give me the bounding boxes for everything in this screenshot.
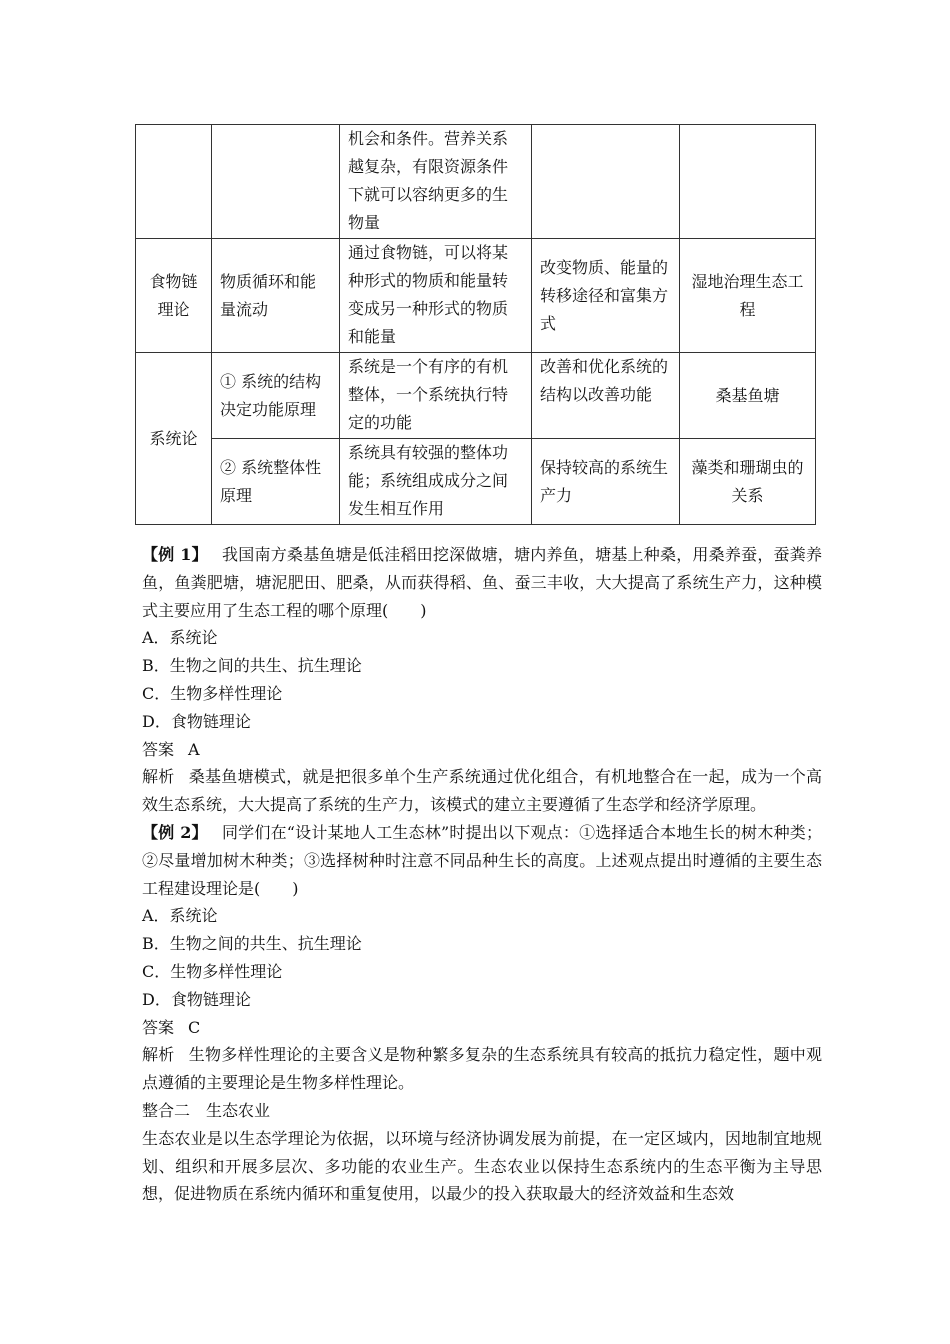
body-text bbox=[142, 541, 822, 1208]
table-cell-effect: 改善和优化系统的结构以改善功能 bbox=[532, 353, 680, 439]
answer-label: 答案 bbox=[142, 1017, 175, 1037]
ecology-engineering-table bbox=[135, 124, 816, 525]
section-heading: 整合二 生态农业 bbox=[142, 1100, 271, 1120]
example-2-question-text: 同学们在“设计某地人工生态林”时提出以下观点：①选择适合本地生长的树木种类；②尽量增加树木种类；③选择树种时注意不同品种生长的高度。上述观点提出时遵循的主要生态工程建设理论是( ) bbox=[142, 822, 822, 898]
option-a: A．系统论 bbox=[142, 906, 218, 926]
table-cell-meaning: 系统是一个有序的有机整体，一个系统执行特定的功能 bbox=[340, 353, 532, 439]
example-2-tag: 【例 2】 bbox=[142, 822, 208, 842]
table-cell-example bbox=[680, 125, 816, 239]
table-cell-meaning: 系统具有较强的整体功能；系统组成成分之间发生相互作用 bbox=[340, 439, 532, 525]
analysis-label: 解析 bbox=[142, 1045, 175, 1065]
table-cell-principle: ② 系统整体性原理 bbox=[212, 439, 340, 525]
option-d: D．食物链理论 bbox=[142, 989, 251, 1009]
section-paragraph: 生态农业是以生态学理论为依据，以环境与经济协调发展为前提，在一定区域内，因地制宜地规划、组织和开展多层次、多功能的农业生产。生态农业以保持生态系统内的生态平衡为主导思想，促进物质在系统内循环和重复使用，以最少的投入获取最大的经济效益和生态效 bbox=[142, 1128, 822, 1204]
example-1-analysis bbox=[142, 763, 822, 819]
table-cell-theory: 系统论 bbox=[136, 353, 212, 525]
analysis-text: 生物多样性理论的主要含义是物种繁多复杂的生态系统具有较高的抵抗力稳定性，题中观点遵循的主要理论是生物多样性理论。 bbox=[142, 1045, 822, 1093]
table-cell-principle bbox=[212, 125, 340, 239]
table-cell-theory bbox=[136, 125, 212, 239]
table-cell-principle: 物质循环和能量流动 bbox=[212, 239, 340, 353]
option-b: B．生物之间的共生、抗生理论 bbox=[142, 934, 362, 954]
option-c: C．生物多样性理论 bbox=[142, 683, 283, 703]
option-d: D．食物链理论 bbox=[142, 711, 251, 731]
option-a: A．系统论 bbox=[142, 628, 218, 648]
table-cell-example: 湿地治理生态工程 bbox=[680, 239, 816, 353]
example-1-tag: 【例 1】 bbox=[142, 545, 208, 564]
option-c: C．生物多样性理论 bbox=[142, 961, 283, 981]
example-2-analysis bbox=[142, 1041, 822, 1097]
table-cell-example: 藻类和珊瑚虫的关系 bbox=[680, 439, 816, 525]
table-cell-meaning: 机会和条件。营养关系越复杂，有限资源条件下就可以容纳更多的生物量 bbox=[340, 125, 532, 239]
example-1-question bbox=[142, 541, 822, 624]
table-row bbox=[136, 125, 816, 239]
table-cell-effect bbox=[532, 125, 680, 239]
table-cell-meaning: 通过食物链，可以将某种形式的物质和能量转变成另一种形式的物质和能量 bbox=[340, 239, 532, 353]
table-cell-theory: 食物链理论 bbox=[136, 239, 212, 353]
table-cell-effect: 保持较高的系统生产力 bbox=[532, 439, 680, 525]
answer-label: 答案 bbox=[142, 739, 175, 759]
answer-value: C bbox=[188, 1017, 201, 1037]
example-2-question bbox=[142, 819, 822, 902]
option-b: B．生物之间的共生、抗生理论 bbox=[142, 656, 362, 676]
analysis-text: 桑基鱼塘模式，就是把很多单个生产系统通过优化组合，有机地整合在一起，成为一个高效生态系统，大大提高了系统的生产力，该模式的建立主要遵循了生态学和经济学原理。 bbox=[142, 767, 822, 815]
analysis-label: 解析 bbox=[142, 767, 175, 787]
answer-value: A bbox=[188, 739, 200, 759]
table-cell-example: 桑基鱼塘 bbox=[680, 353, 816, 439]
table-cell-principle: ① 系统的结构决定功能原理 bbox=[212, 353, 340, 439]
example-1-answer bbox=[142, 736, 822, 764]
table-row bbox=[136, 239, 816, 353]
example-1-question-text: 我国南方桑基鱼塘是低洼稻田挖深做塘，塘内养鱼，塘基上种桑，用桑养蚕，蚕粪养鱼，鱼粪肥塘，塘泥肥田、肥桑，从而获得稻、鱼、蚕三丰收，大大提高了系统生产力，这种模式主要应用了生态工程的哪个原理( ) bbox=[142, 545, 822, 620]
table-row bbox=[136, 439, 816, 525]
table-row bbox=[136, 353, 816, 439]
table-cell-effect: 改变物质、能量的转移途径和富集方式 bbox=[532, 239, 680, 353]
example-2-answer bbox=[142, 1014, 822, 1042]
